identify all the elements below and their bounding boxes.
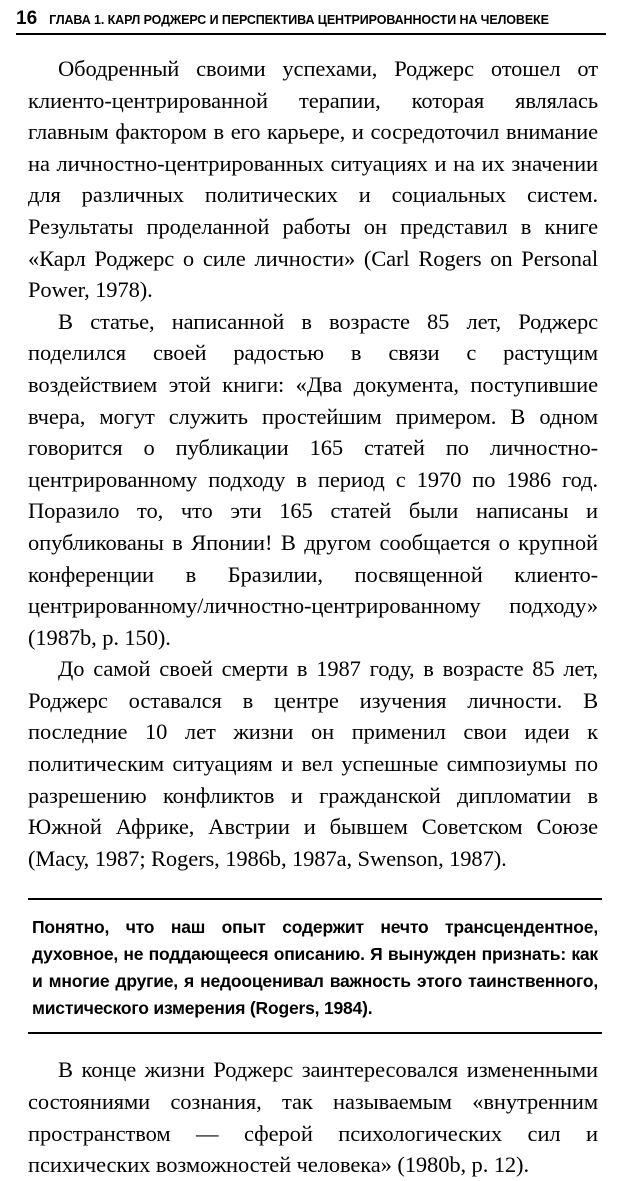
page-body-continued [0, 1034, 620, 1180]
paragraph-2: В статье, написанной в возрасте 85 лет, Роджерс поделился своей радостью в связи с растущим воздействием этой книги: «Два документа, поступившие вчера, могут служить простейшим примером. В одном говорится о публикации 165 статей по личностно-центрированному подходу в период с 1970 по 1986 год. Поразило то, что эти 165 статей были написаны и опубликованы в Японии! В другом сообщается о крупной конференции в Бразилии, посвященной клиенто-центрированному/личностно-центрированному подходу» (1987b, р. 150). [28, 308, 598, 650]
pull-quote [28, 898, 602, 1034]
paragraph-1: Ободренный своими успехами, Роджерс отошел от клиенто-центрированной терапии, которая являлась главным фактором в его карьере, и сосредоточил внимание на личностно-центрированных ситуациях и на их значении для различных политических и социальных систем. Результаты проделанной работы он представил в книге «Карл Роджерс о силе личности» (Carl Rogers on Personal Power, 1978). [28, 56, 598, 303]
running-head: ГЛАВА 1. КАРЛ РОДЖЕРС И ПЕРСПЕКТИВА ЦЕНТРИРОВАННОСТИ НА ЧЕЛОВЕКЕ [49, 13, 549, 27]
paragraph-4: В конце жизни Роджерс заинтересовался измененными состояниями сознания, так называемым «внутренним пространством — сферой психологических сил и психических возможностей человека» (1980b, р. 12). [28, 1057, 598, 1178]
page-number: 16 [16, 8, 38, 29]
page-body [0, 35, 620, 874]
page-header [0, 0, 620, 30]
paragraph-3: До самой своей смерти в 1987 году, в возрасте 85 лет, Роджерс оставался в центре изучения личности. В последние 10 лет жизни он применил свои идеи к политическим ситуациям и вел успешные симпозиумы по разрешению конфликтов и гражданской дипломатии в Южной Африке, Австрии и бывшем Советском Союзе (Масу, 1987; Rogers, 1986b, 1987a, Swenson, 1987). [28, 656, 598, 871]
pull-quote-text: Понятно, что наш опыт содержит нечто трансцендентное, духовное, не поддающееся описанию. Я вынужден признать: как и многие другие, я недооценивал важность этого таинственного, мистического измерения (Rogers, 1984). [32, 917, 598, 1019]
